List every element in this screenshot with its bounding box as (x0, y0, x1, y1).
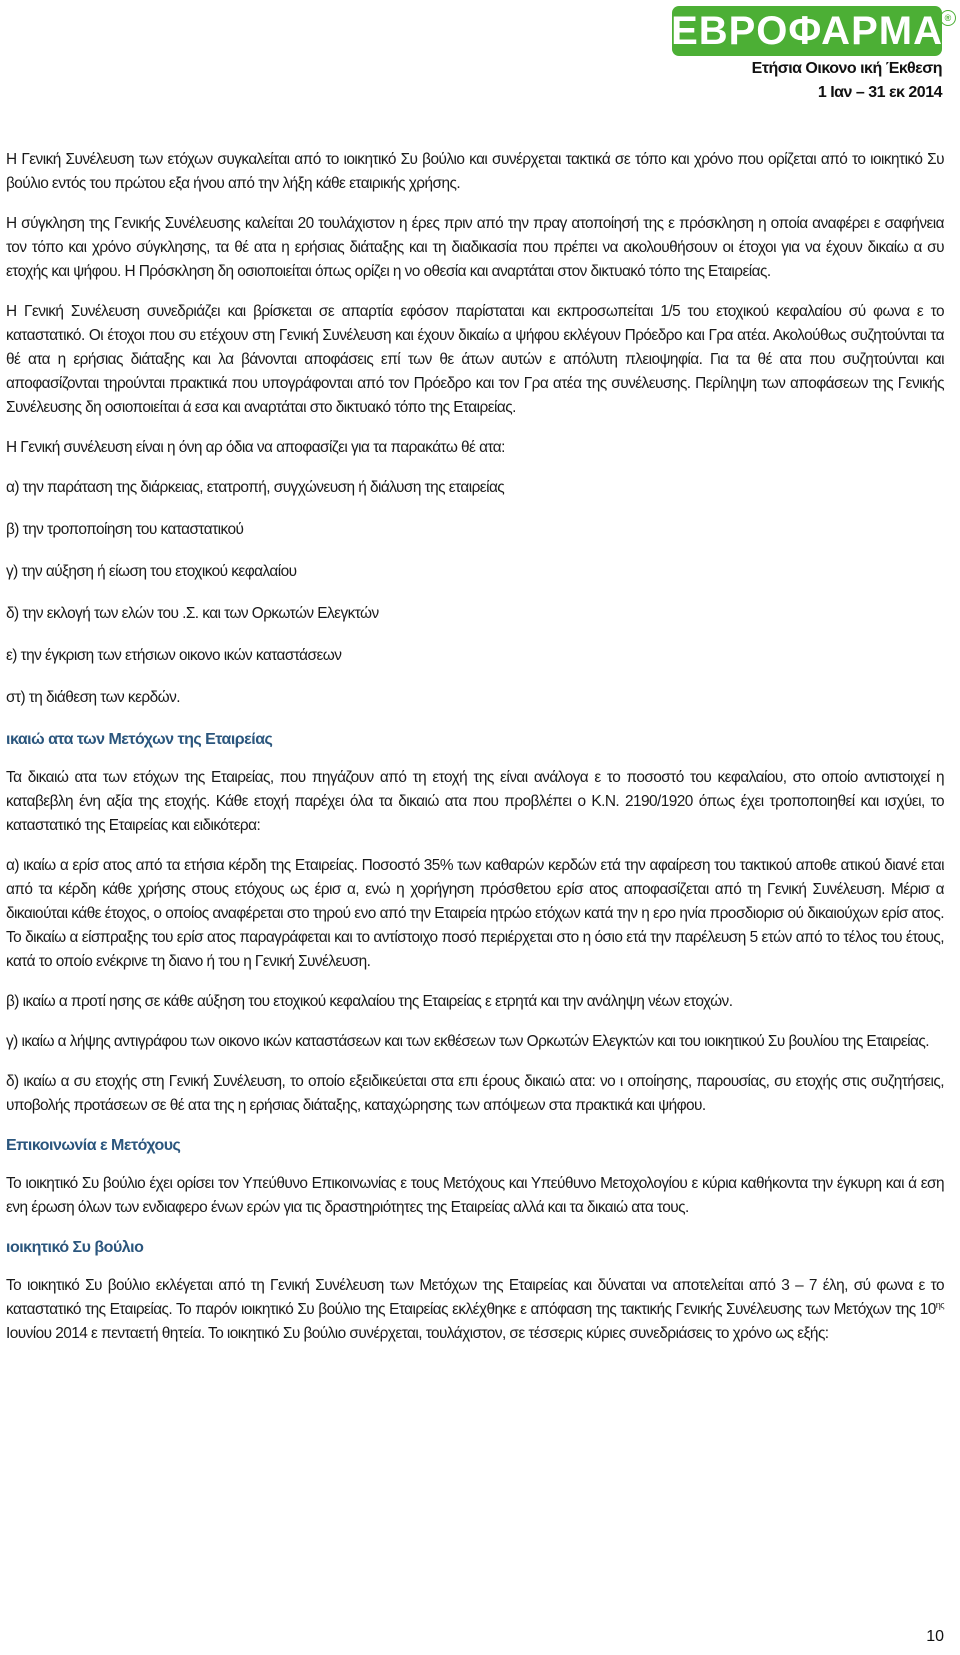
paragraph-rights-intro: Τα δικαιώ ατα των ετόχων της Εταιρείας, που πηγάζουν από τη ετοχή της είναι ανάλογα ε το ποσοστό του κεφαλαίου, στο οποίο αντιστοιχεί η καταβεβλη ένη αξία της ετοχής. Κάθε ετοχή παρέχει όλα τα δικαιώ ατα που προβλέπει ο Κ.Ν. 2190/1920 όπως έχει τροποποιηθεί και ισχύει, το καταστατικό της Εταιρείας και ειδικότερα: (6, 769, 944, 834)
list-item: α) την παράταση της διάρκειας, ετατροπή, συγχώνευση ή διάλυση της εταιρείας (6, 479, 505, 496)
document-body (6, 148, 944, 1362)
section-heading-shareholder-communication: Επικοινωνία ε Μετόχους (6, 1137, 181, 1154)
list-item: ε) την έγκριση των ετήσιων οικονο ικών καταστάσεων (6, 647, 342, 664)
paragraph-right-dividend: α) ικαίω α ερίσ ατος από τα ετήσια κέρδη της Εταιρείας. Ποσοστό 35% των καθαρών κερδών ετά την αφαίρεση του τακτικού αποθε ατικού διανέ εται από τα κέρδη κάθε χρήσης στους ετόχους ως έρισ α, ενώ η χορήγηση πρόσθετου ερίσ ατος αποφασίζεται από τη Γενική Συνέλευση. Μέρισ α δικαιούται κάθε έτοχος, ο οποίος αναφέρεται στο τηρού ενο από την Εταιρεία ητρώο ετόχων κατά την η ερο ηνία προσδιορισ ού δικαιούχων ερίσ ατος. Το δικαίω α είσπραξης του ερίσ ατος παραγράφεται και το αντίστοιχο ποσό περιέρχεται στο η όσιο ετά την παρέλευση 5 ετών από το τέλος του έτους, κατά το οποίο ενέκρινε τη διανο ή του η Γενική Συνέλευση. (6, 857, 944, 970)
paragraph-right-preemption: β) ικαίω α προτί ησης σε κάθε αύξηση του ετοχικού κεφαλαίου της Εταιρείας ε ετρητά και την ανάληψη νέων ετοχών. (6, 993, 733, 1010)
report-title: Ετήσια Οικονο ική Έκθεση (751, 60, 942, 77)
list-item: β) την τροποποίηση του καταστατικού (6, 521, 244, 538)
paragraph-communication: Το ιοικητικό Συ βούλιο έχει ορίσει τον Υπεύθυνο Επικοινωνίας ε τους Μετόχους και Υπεύθυνο Μετοχολογίου ε κύρια καθήκοντα την έγκυρη και ά εση ενη έρωση όλων των ενδιαφερο ένων ερών για τις δραστηριότητες της Εταιρείας αλλά και τα δικαιώ ατα τους. (6, 1175, 944, 1216)
section-heading-shareholder-rights: ικαιώ ατα των Μετόχων της Εταιρείας (6, 731, 273, 748)
list-item: στ) τη διάθεση των κερδών. (6, 689, 180, 706)
registered-mark-icon: ® (940, 10, 956, 26)
list-item: δ) την εκλογή των ελών του .Σ. και των Ορκωτών Ελεγκτών (6, 605, 379, 622)
paragraph-convocation: Η σύγκληση της Γενικής Συνέλευσης καλείται 20 τουλάχιστον η έρες πριν από την πραγ ατοποίησή της ε πρόσκληση η οποία αναφέρει ε σαφήνεια τον τόπο και χρόνο σύγκλησης, τα θέ ατα η ερήσιας διάταξης και τη διαδικασία που πρέπει να ακολουθήσουν οι έτοχοι για να έχουν δικαίω α συ ετοχής και ψήφου. Η Πρόσκληση δη οσιοποιείται όπως ορίζει η νο οθεσία και αναρτάται στον δικτυακό τόπο της Εταιρείας. (6, 215, 944, 280)
logo-text: ΕΒΡΟΦΑΡΜΑ (671, 8, 943, 53)
list-item: γ) την αύξηση ή είωση του ετοχικού κεφαλαίου (6, 563, 297, 580)
paragraph-quorum: Η Γενική Συνέλευση συνεδριάζει και βρίσκεται σε απαρτία εφόσον παρίσταται και εκπροσωπείται 1/5 του ετοχικού κεφαλαίου σύ φωνα ε το καταστατικό. Οι έτοχοι που συ ετέχουν στη Γενική Συνέλευση και έχουν δικαίω α ψήφου εκλέγουν Πρόεδρο και Γρα ατέα. Ακολούθως συζητούνται τα θέ ατα η ερήσιας διάταξης και λα βάνονται αποφάσεις επί των θε άτων αυτών ε απόλυτη πλειοψηφία. Για τα θέ ατα που συζητούνται και αποφασίζονται τηρούνται πρακτικά που υπογράφονται από τον Πρόεδρο και τον Γρα ατέα της συνέλευσης. Περίληψη των αποφάσεων της Γενικής Συνέλευσης δη οσιοποιείται ά εσα και αναρτάται στο δικτυακό τόπο της Εταιρείας. (6, 303, 944, 416)
paragraph-right-copies: γ) ικαίω α λήψης αντιγράφου των οικονο ικών καταστάσεων και των εκθέσεων των Ορκωτών Ελεγκτών και του ιοικητικού Συ βουλίου της Εταιρείας. (6, 1033, 929, 1050)
report-period: 1 Ιαν – 31 εκ 2014 (817, 84, 942, 101)
ordinal-suffix: ης (935, 1299, 944, 1310)
page-number: 10 (926, 1628, 944, 1645)
paragraph-board-text-a: Το ιοικητικό Συ βούλιο εκλέγεται από τη Γενική Συνέλευση των Μετόχων της Εταιρείας και δύναται να αποτελείται από 3 – 7 έλη, σύ φωνα ε το καταστατικό της Εταιρείας. Το παρόν ιοικητικό Συ βούλιο της Εταιρείας εκλέχθηκε ε απόφαση της τακτικής Γενικής Συνέλευσης των Μετόχων της 10 (6, 1277, 944, 1318)
paragraph-general-meeting: Η Γενική Συνέλευση των ετόχων συγκαλείται από το ιοικητικό Συ βούλιο και συνέρχεται τακτικά σε τόπο και χρόνο που ορίζεται από το ιοικητικό Συ βούλιο εντός του πρώτου εξα ήνου από την λήξη κάθε εταιρικής χρήσης. (6, 151, 944, 192)
company-logo (672, 6, 956, 58)
section-heading-board: ιοικητικό Συ βούλιο (6, 1239, 144, 1256)
paragraph-competence: Η Γενική συνέλευση είναι η όνη αρ όδια να αποφασίζει για τα παρακάτω θέ ατα: (6, 439, 505, 456)
paragraph-board (6, 1274, 944, 1346)
logo-badge (672, 6, 942, 56)
paragraph-board-text-b: Ιουνίου 2014 ε πενταετή θητεία. Το ιοικητικό Συ βούλιο συνέρχεται, τουλάχιστον, σε τέσσερις κύριες συνεδριάσεις το χρόνο ως εξής: (6, 1325, 829, 1342)
paragraph-right-participation: δ) ικαίω α συ ετοχής στη Γενική Συνέλευση, το οποίο εξειδικεύεται στα επι έρους δικαιώ ατα: νο ι οποίησης, παρουσίας, συ ετοχής στις συζητήσεις, υποβολής προτάσεων σε θέ ατα της η ερήσιας διάταξης, καταχώρησης των απόψεων στα πρακτικά και ψήφου. (6, 1073, 944, 1114)
